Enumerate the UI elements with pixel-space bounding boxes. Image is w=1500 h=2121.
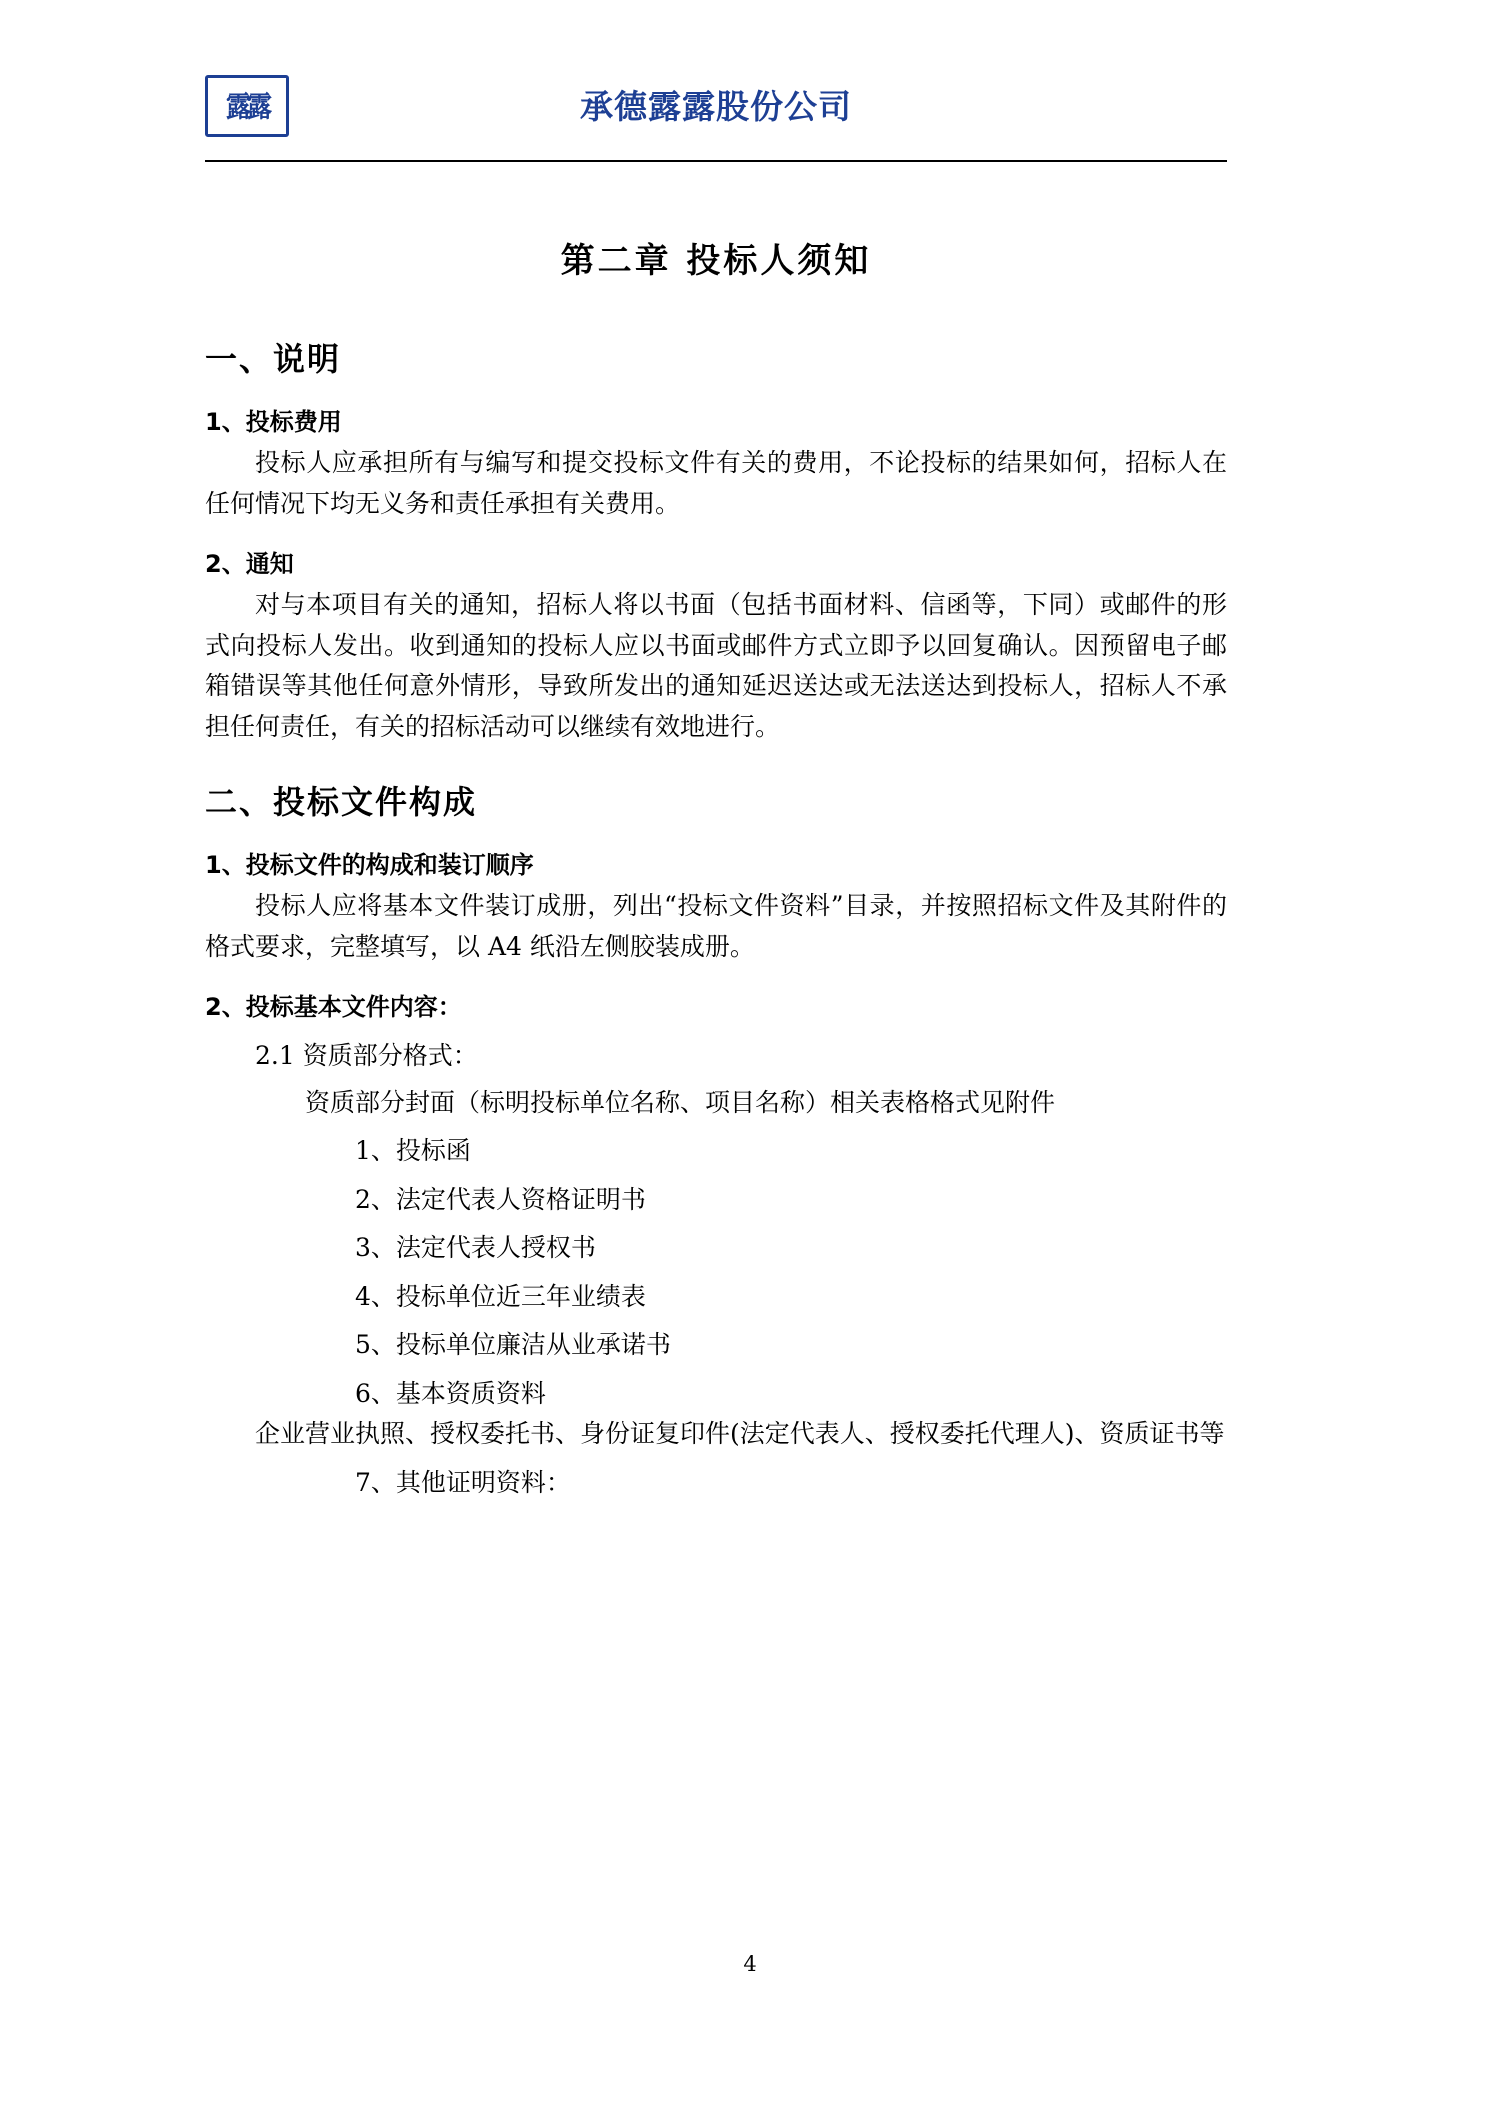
page-header: [205, 75, 1227, 155]
paragraph-notice: 对与本项目有关的通知，招标人将以书面（包括书面材料、信函等，下同）或邮件的形式向投标人发出。收到通知的投标人应以书面或邮件方式立即予以回复确认。因预留电子邮箱错误等其他任何意外情形，导致所发出的通知延迟送达或无法送达到投标人，招标人不承担任何责任，有关的招标活动可以继续有效地进行。: [205, 590, 1227, 741]
list-item: 3、法定代表人授权书: [355, 1233, 596, 1262]
item-heading-bid-cost: 1、投标费用: [205, 408, 342, 436]
paragraph-qualification-docs: 企业营业执照、授权委托书、身份证复印件(法定代表人、授权委托代理人)、资质证书等: [255, 1419, 1225, 1448]
list-item: 2、法定代表人资格证明书: [355, 1184, 646, 1214]
list-item: 6、基本资质资料: [355, 1378, 546, 1408]
subitem-qualification-format: 2.1 资质部分格式：: [255, 1041, 478, 1070]
paragraph-bid-cost: 投标人应承担所有与编写和提交投标文件有关的费用，不论投标的结果如何，招标人在任何情况下均无义务和责任承担有关费用。: [205, 448, 1227, 518]
logo-text: 露露: [225, 89, 268, 123]
list-item: 7、其他证明资料：: [355, 1467, 571, 1497]
section-heading-two: 二、投标文件构成: [205, 783, 478, 821]
page-title: 第二章 投标人须知: [560, 241, 872, 281]
list-item: 1、投标函: [355, 1136, 471, 1165]
paragraph-qualification-cover: 资质部分封面（标明投标单位名称、项目名称）相关表格格式见附件: [305, 1087, 1056, 1117]
header-divider: [205, 160, 1227, 162]
item-heading-notice: 2、通知: [205, 550, 294, 578]
list-item: 5、投标单位廉洁从业承诺书: [355, 1330, 671, 1359]
company-name: 承德露露股份公司: [580, 87, 852, 126]
list-item: 4、投标单位近三年业绩表: [355, 1281, 646, 1311]
item-heading-composition: 1、投标文件的构成和装订顺序: [205, 851, 534, 879]
section-heading-one: 一、说明: [205, 340, 342, 378]
paragraph-composition: 投标人应将基本文件装订成册，列出“投标文件资料”目录，并按照招标文件及其附件的格式要求，完整填写，以 A4 纸沿左侧胶装成册。: [205, 891, 1227, 961]
item-heading-basic-content: 2、投标基本文件内容：: [205, 993, 462, 1021]
document-body: [205, 205, 1227, 1503]
page-number: 4: [743, 1952, 757, 1976]
